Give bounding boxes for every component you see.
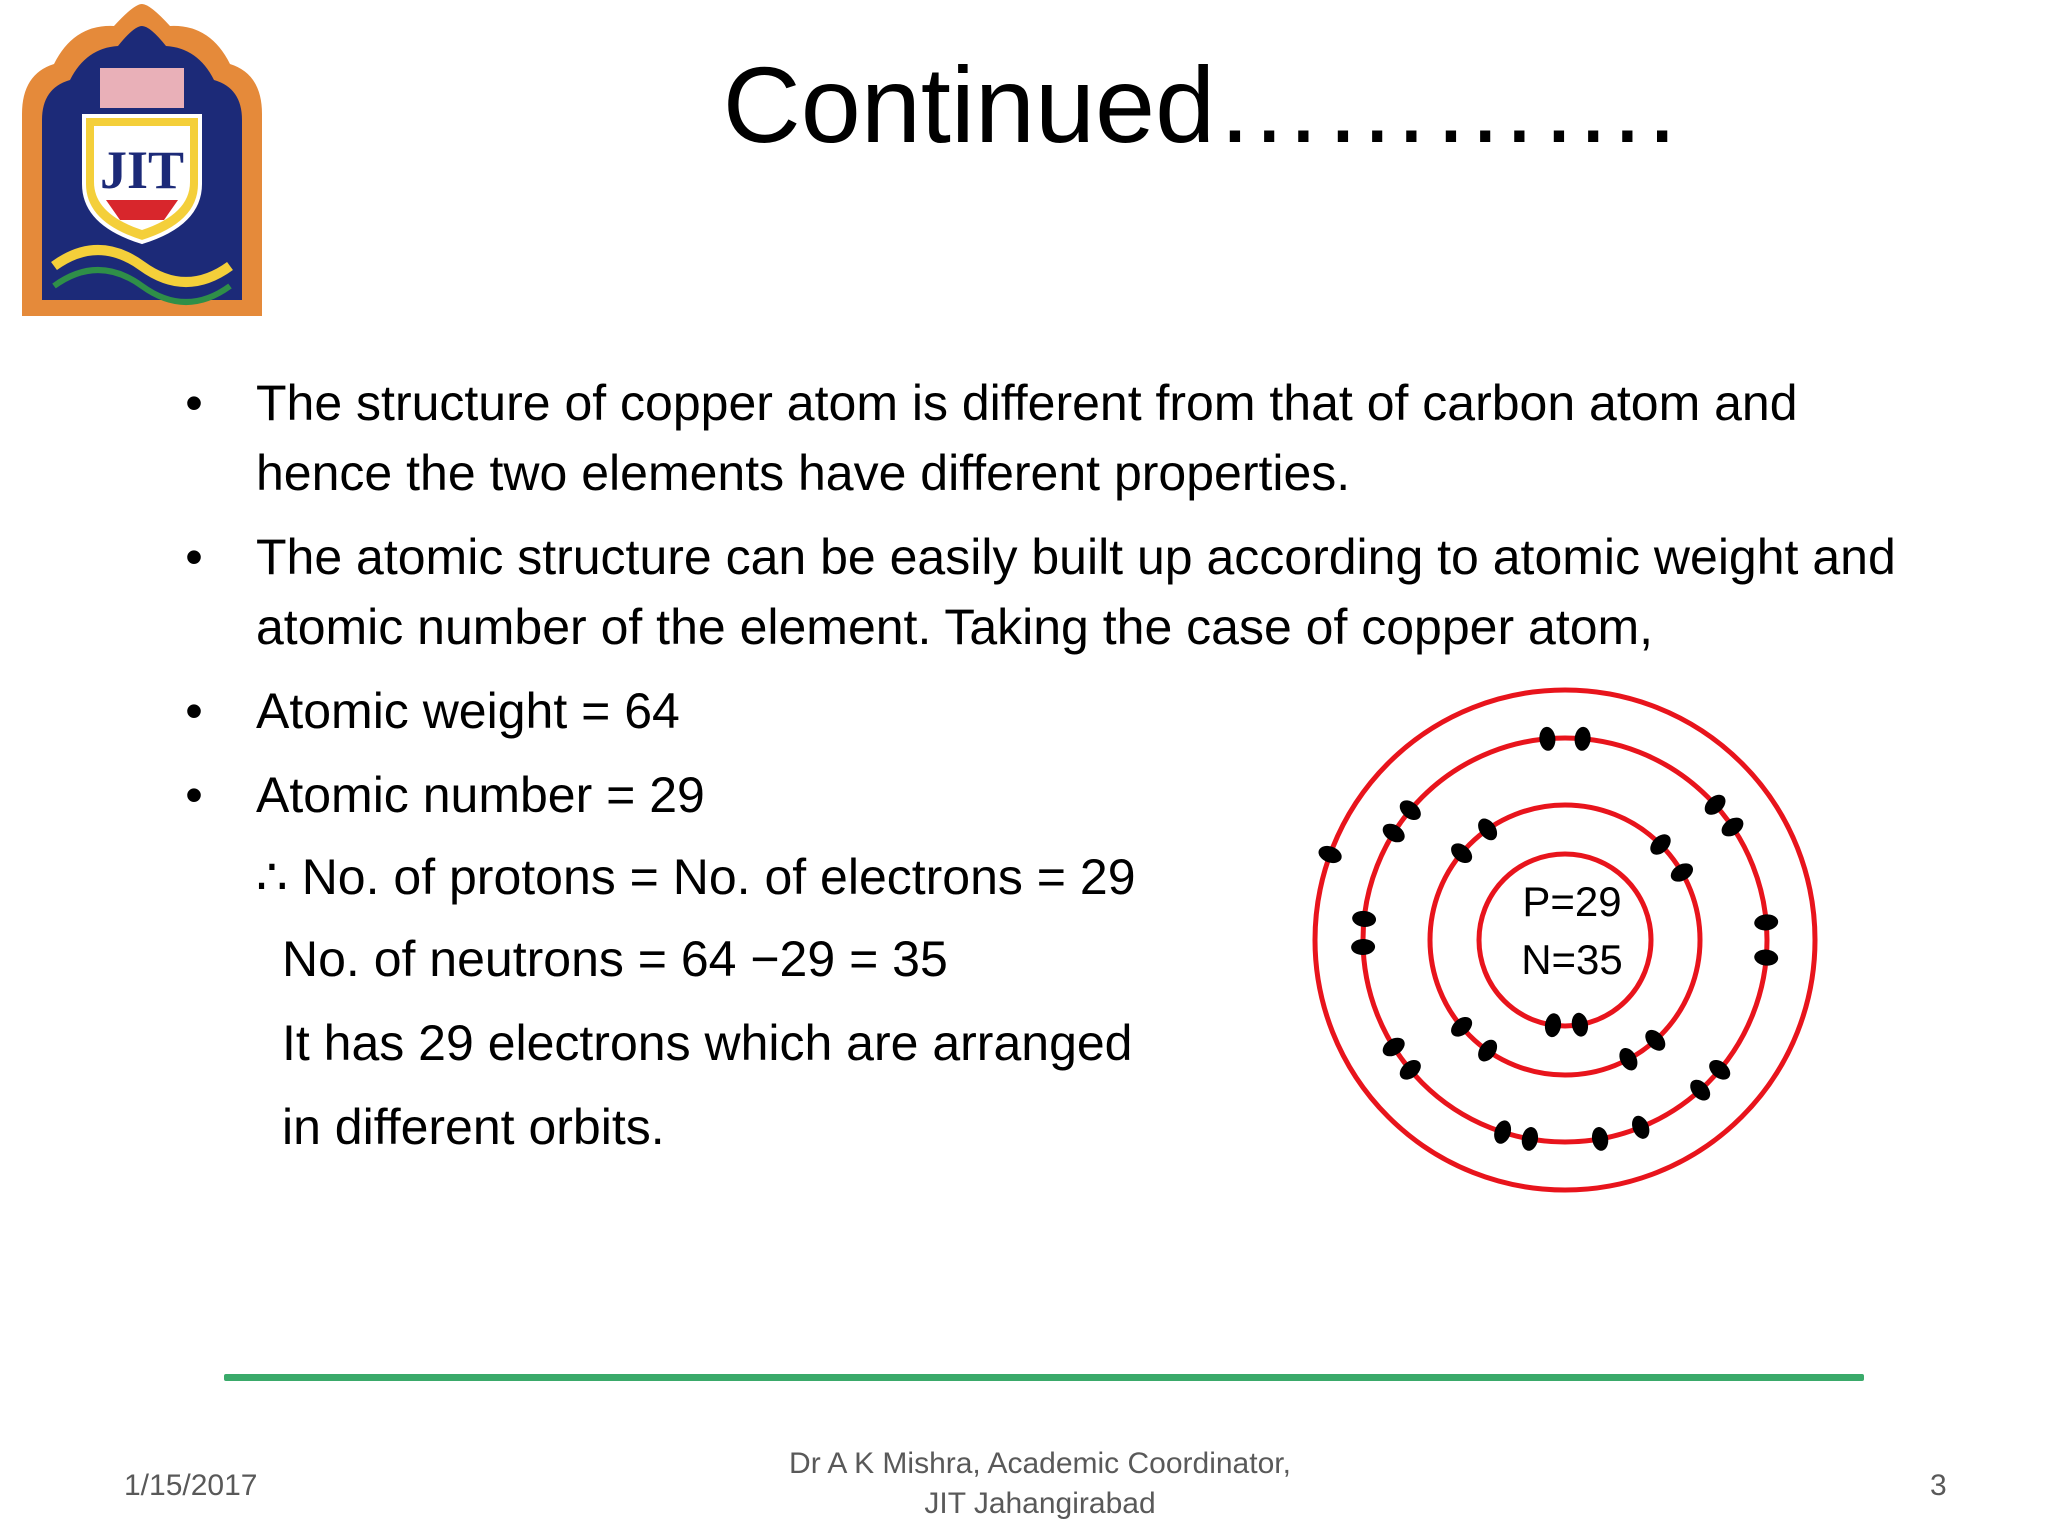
bullet-text: Atomic number = 29: [256, 767, 705, 823]
electron: [1351, 939, 1376, 956]
footer-date: 1/15/2017: [124, 1469, 258, 1502]
electron: [1351, 910, 1377, 928]
footer-author-line-2: JIT Jahangirabad: [924, 1487, 1156, 1520]
bullet-marker: •: [185, 767, 203, 823]
footer-author: [640, 1444, 1440, 1524]
electron: [1316, 843, 1344, 866]
electron: [1379, 820, 1408, 846]
calc-line-protons: ∴ No. of protons = No. of electrons = 29: [256, 849, 1136, 905]
electron: [1754, 949, 1779, 967]
electron: [1570, 1011, 1590, 1037]
nucleus-neutrons-label: N=35: [1521, 936, 1623, 983]
copper-atom-diagram: [1300, 680, 1820, 1200]
electron: [1520, 1126, 1540, 1152]
electron: [1491, 1118, 1514, 1146]
electron: [1538, 726, 1556, 751]
electron: [1543, 1012, 1562, 1038]
electron: [1574, 726, 1592, 751]
bullet-text: The structure of copper atom is different from that of carbon atom and hence the two elements have different properties.: [256, 375, 1798, 501]
calc-line-neutrons: No. of neutrons = 64 −29 = 35: [282, 931, 948, 987]
electron: [1590, 1126, 1610, 1152]
bullet-item: [174, 522, 1934, 662]
electron: [1754, 913, 1779, 931]
electron: [1668, 860, 1697, 886]
bullet-marker: •: [185, 683, 203, 739]
footer-divider: [224, 1374, 1864, 1381]
slide-title: Continued………….: [722, 44, 1678, 165]
electron: [1616, 1045, 1641, 1074]
institute-logo: [14, 4, 270, 316]
electron: [1629, 1113, 1653, 1141]
bullet-marker: •: [185, 529, 203, 585]
bullet-text: Atomic weight = 64: [256, 683, 680, 739]
nucleus-protons-label: P=29: [1522, 878, 1622, 925]
footer-author-line-1: Dr A K Mishra, Academic Coordinator,: [789, 1447, 1291, 1480]
bullet-marker: •: [185, 375, 203, 431]
logo-text: JIT: [99, 140, 185, 200]
footer-page-number: 3: [1930, 1469, 1947, 1502]
electron: [1379, 1034, 1408, 1060]
electron: [1718, 814, 1747, 841]
calc-line-electrons: It has 29 electrons which are arranged: [282, 1015, 1133, 1071]
calc-line-orbits: in different orbits.: [282, 1099, 665, 1155]
bullet-text: The atomic structure can be easily built up according to atomic weight and atomic number of the element. Taking the case of copper atom,: [256, 529, 1896, 655]
bullet-item: [174, 368, 1934, 508]
